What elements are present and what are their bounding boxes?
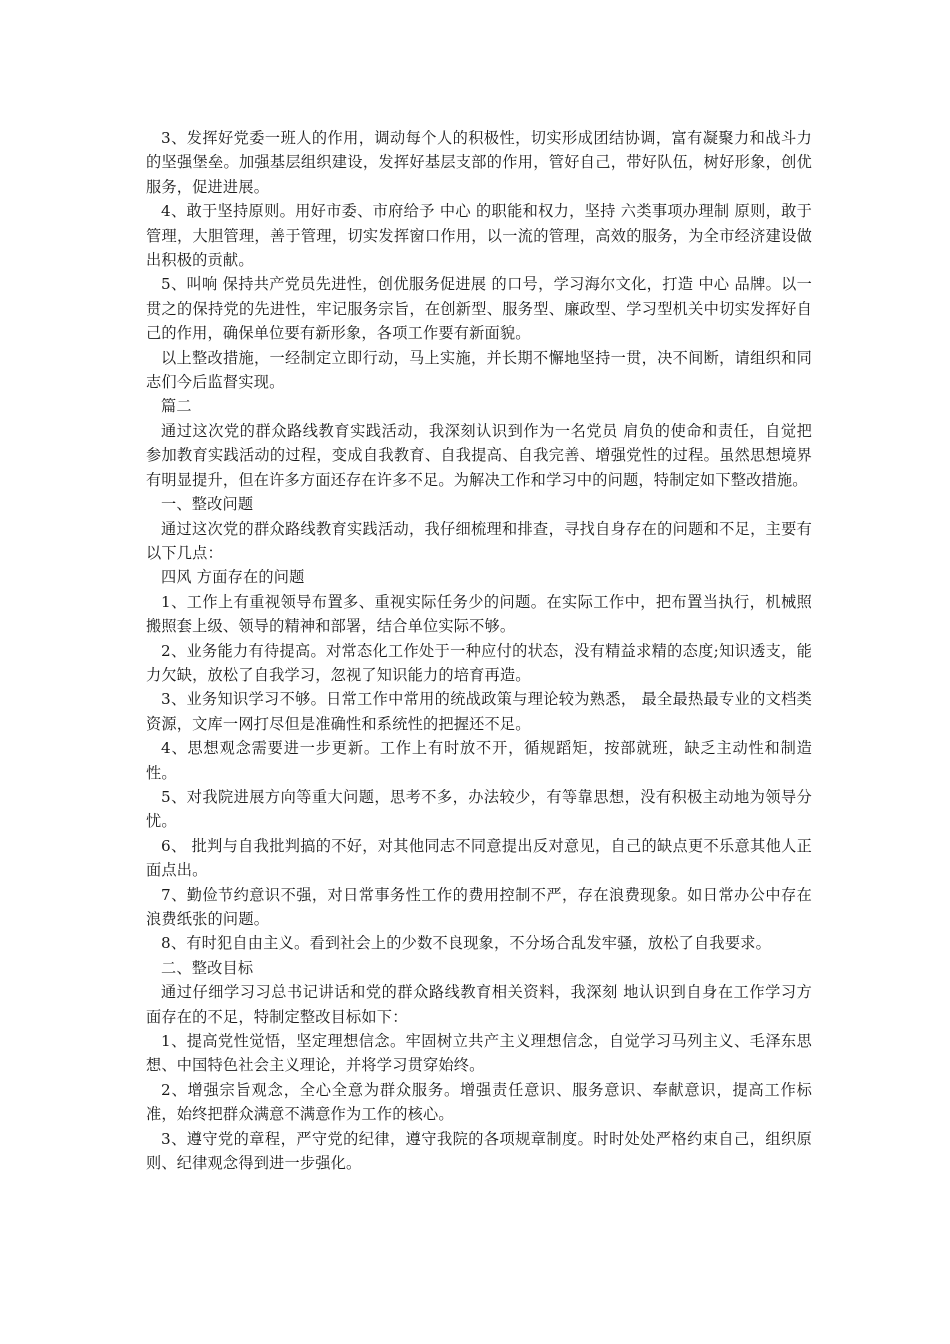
problem-item-5: 5、对我院进展方向等重大问题，思考不多，办法较少，有等靠思想，没有积极主动地为领导分忧。: [146, 787, 812, 831]
problem-item-2: 2、业务能力有待提高。对常态化工作处于一种应付的状态，没有精益求精的态度;知识透支，能力欠缺，放松了自我学习，忽视了知识能力的培育再造。: [146, 641, 812, 684]
goal-item-2: 2、增强宗旨观念，全心全意为群众服务。增强责任意识、服务意识、奉献意识，提高工作标准，始终把群众满意不满意作为工作的核心。: [146, 1080, 812, 1124]
problem-item-4: 4、思想观念需要进一步更新。工作上有时放不开，循规蹈矩，按部就班，缺乏主动性和制造性。: [146, 739, 812, 782]
paragraph-point-4-principles: 4、敢于坚持原则。用好市委、市府给予 中心 的职能和权力，坚持 六类事项办理制 原则，敢于管理，大胆管理，善于管理，切实发挥窗口作用，以一流的管理，高效的服务，为全市经济建设做出积极的贡献。: [146, 202, 812, 270]
paragraph-point-5-slogan: 5、叫响 保持共产党员先进性，创优服务促进展 的口号，学习海尔文化，打造 中心 品牌。以一贯之的保持党的先进性，牢记服务宗旨，在创新型、服务型、廉政型、学习型机关中切实发挥好自己的作用，确保单位要有新形象，各项工作要有新面貌。: [146, 275, 812, 343]
section-heading-part-two: 篇二: [161, 397, 192, 416]
problem-item-8: 8、有时犯自由主义。看到社会上的少数不良现象，不分场合乱发牢骚，放松了自我要求。: [161, 934, 771, 953]
section-heading-problems: 一、整改问题: [161, 495, 254, 514]
paragraph-closing-measures: 以上整改措施，一经制定立即行动，马上实施，并长期不懈地坚持一贯，决不间断，请组织和同志们今后监督实现。: [146, 348, 812, 392]
goal-item-3: 3、遵守党的章程，严守党的纪律，遵守我院的各项规章制度。时时处处严格约束自己，组织原则、纪律观念得到进一步强化。: [146, 1129, 812, 1173]
paragraph-part-two-intro: 通过这次党的群众路线教育实践活动，我深刻认识到作为一名党员 肩负的使命和责任，自觉把参加教育实践活动的过程，变成自我教育、自我提高、自我完善、增强党性的过程。虽然思想境界有明显提升，但在许多方面还存在许多不足。为解决工作和学习中的问题，特制定如下整改措施。: [146, 421, 812, 489]
section-heading-goals: 二、整改目标: [161, 958, 254, 977]
document-page: [146, 126, 812, 1175]
paragraph-goals-intro: 通过仔细学习习总书记讲话和党的群众路线教育相关资料，我深刻 地认识到自身在工作学习方面存在的不足，特制定整改目标如下：: [146, 983, 812, 1026]
paragraph-point-3-party-committee: 3、发挥好党委一班人的作用，调动每个人的积极性，切实形成团结协调，富有凝聚力和战斗力的坚强堡垒。加强基层组织建设，发挥好基层支部的作用，管好自己，带好队伍，树好形象，创优服务，促进进展。: [146, 129, 812, 196]
goal-item-1: 1、提高党性觉悟，坚定理想信念。牢固树立共产主义理想信念，自觉学习马列主义、毛泽东思想、中国特色社会主义理论，并将学习贯穿始终。: [146, 1032, 812, 1075]
problem-item-3: 3、业务知识学习不够。日常工作中常用的统战政策与理论较为熟悉， 最全最热最专业的文档类资源，文库一网打尽但是准确性和系统性的把握还不足。: [146, 690, 812, 733]
problem-item-7: 7、勤俭节约意识不强，对日常事务性工作的费用控制不严，存在浪费现象。如日常办公中存在浪费纸张的问题。: [146, 885, 812, 928]
problem-item-6: 6、 批判与自我批判搞的不好，对其他同志不同意提出反对意见，自己的缺点更不乐意其他人正面点出。: [146, 836, 812, 880]
subheading-four-winds: 四风 方面存在的问题: [161, 568, 305, 587]
problem-item-1: 1、工作上有重视领导布置多、重视实际任务少的问题。在实际工作中，把布置当执行，机械照搬照套上级、领导的精神和部署，结合单位实际不够。: [146, 592, 812, 636]
paragraph-problems-intro: 通过这次党的群众路线教育实践活动，我仔细梳理和排查，寻找自身存在的问题和不足，主要有以下几点：: [146, 519, 812, 562]
